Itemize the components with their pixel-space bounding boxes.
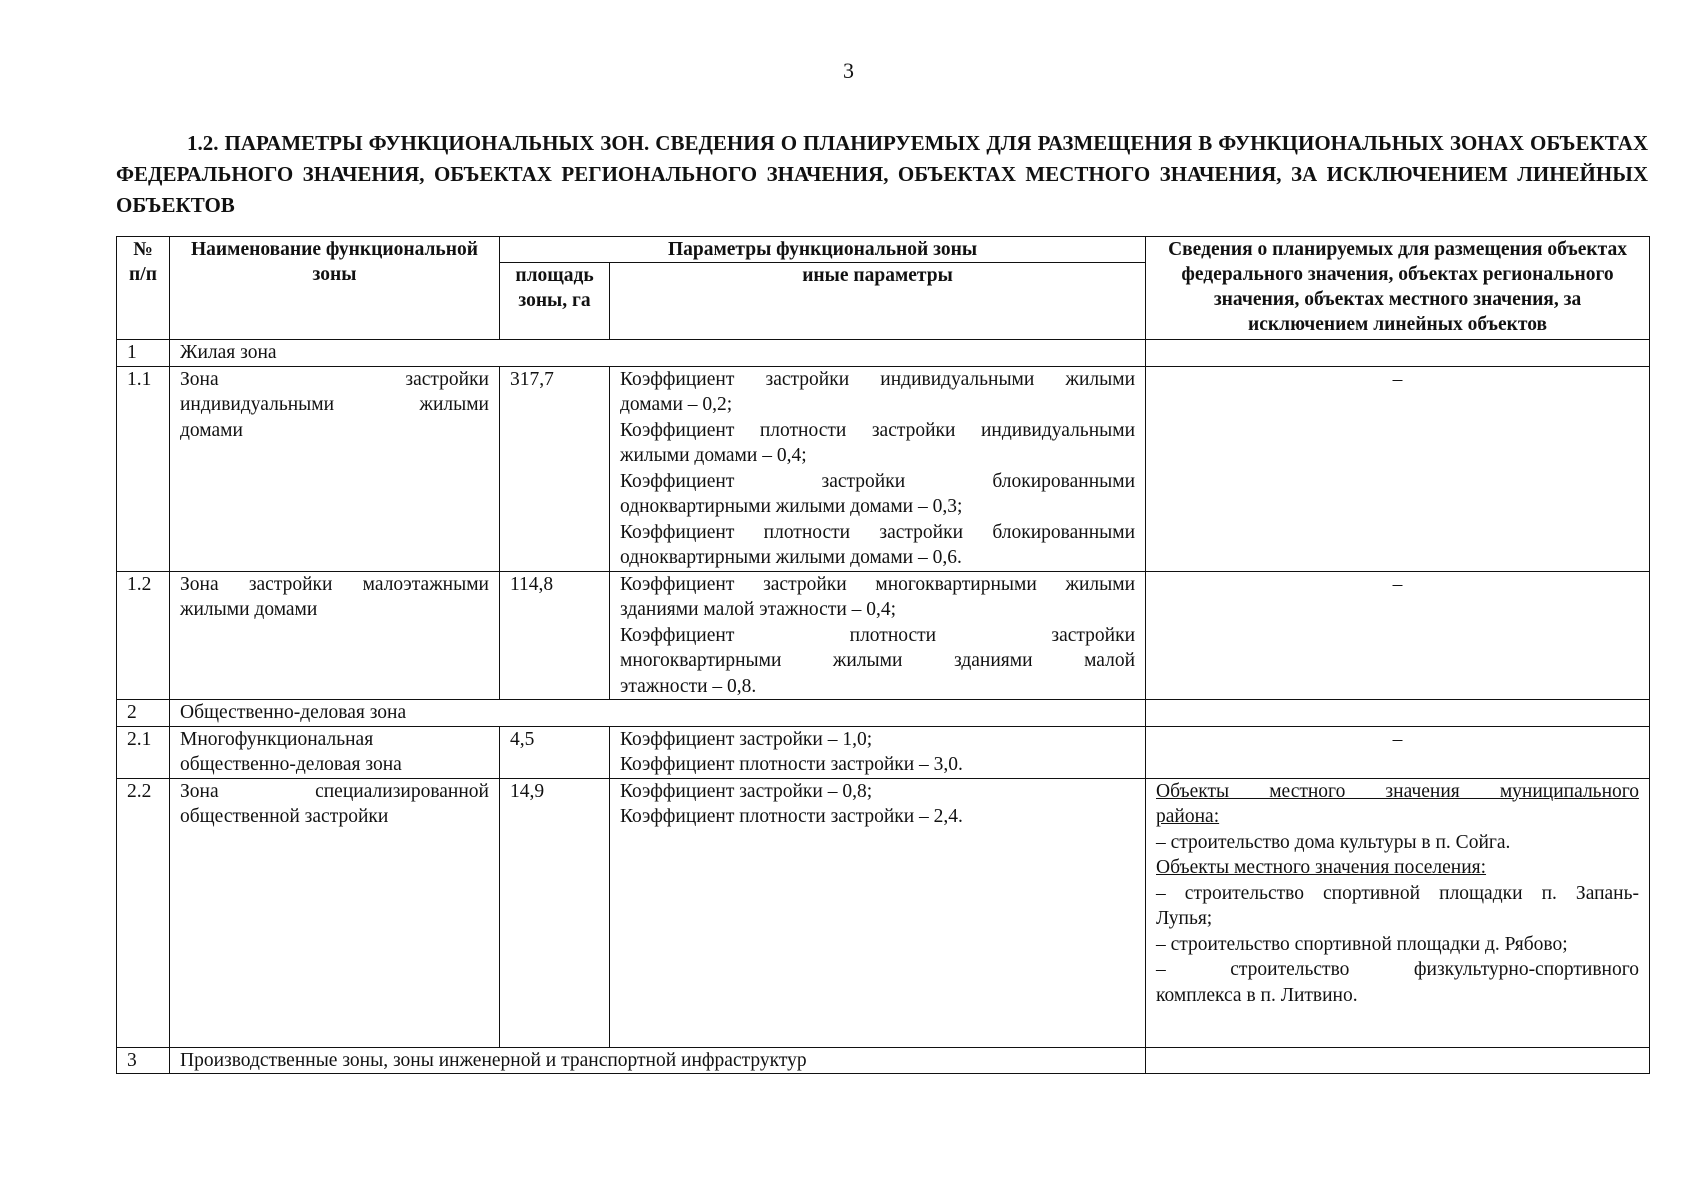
- info-heading-municipal: Объекты местного значения муниципального: [1156, 780, 1640, 802]
- param-line: этажности – 0,8.: [620, 675, 757, 697]
- info-heading-settlement: Объекты местного значения поселения:: [1156, 857, 1487, 878]
- table-row: [117, 1047, 1650, 1074]
- param-line: Коэффициент плотности застройки блокированными: [620, 521, 1136, 543]
- param-line: Коэффициент плотности застройки – 2,4.: [620, 806, 963, 827]
- table-row: [117, 700, 1650, 727]
- zone-params: [610, 778, 1146, 1047]
- info-heading-municipal: района:: [1156, 806, 1220, 827]
- info-cell: [1146, 700, 1650, 727]
- table-row: [117, 340, 1650, 367]
- zone-name: [170, 366, 500, 571]
- row-num: 2.1: [117, 726, 170, 778]
- info-dash: –: [1146, 726, 1650, 778]
- param-line: Коэффициент плотности застройки – 3,0.: [620, 754, 963, 775]
- zone-area: 114,8: [500, 571, 610, 700]
- info-dash: –: [1146, 571, 1650, 700]
- info-item: – строительство физкультурно-спортивного: [1156, 959, 1640, 980]
- table-row: [117, 778, 1650, 1047]
- param-line: многоквартирными жилыми зданиями малой: [620, 650, 1136, 671]
- row-num: 2: [117, 700, 170, 727]
- zone-group-name: Жилая зона: [170, 340, 1146, 367]
- zone-name-line: общественно-деловая зона: [180, 754, 402, 775]
- info-cell: [1146, 340, 1650, 367]
- info-item: Лупья;: [1156, 908, 1213, 929]
- param-line: Коэффициент застройки индивидуальными жилыми: [620, 368, 1136, 390]
- param-line: одноквартирными жилыми домами – 0,3;: [620, 496, 963, 517]
- planned-objects-info: [1146, 778, 1650, 1047]
- param-line: жилыми домами – 0,4;: [620, 445, 807, 466]
- info-item: – строительство спортивной площадки д. Рябово;: [1156, 933, 1568, 955]
- zone-area: 4,5: [500, 726, 610, 778]
- zone-name-line: индивидуальными жилыми: [180, 394, 489, 415]
- zone-name: [170, 726, 500, 778]
- header-name: Наименование функциональной зоны: [170, 237, 500, 340]
- param-line: Коэффициент застройки блокированными: [620, 470, 1136, 492]
- info-item: комплекса в п. Литвино.: [1156, 984, 1358, 1006]
- zone-name-line: Зона специализированной: [180, 780, 489, 802]
- info-item: – строительство спортивной площадки п. Запань-: [1156, 882, 1640, 904]
- info-cell: [1146, 1047, 1650, 1074]
- row-num: 1.1: [117, 366, 170, 571]
- param-line: Коэффициент плотности застройки: [620, 624, 1136, 646]
- section-heading: 1.2. ПАРАМЕТРЫ ФУНКЦИОНАЛЬНЫХ ЗОН. СВЕДЕНИЯ О ПЛАНИРУЕМЫХ ДЛЯ РАЗМЕЩЕНИЯ В ФУНКЦИОНАЛЬНЫХ ЗОНАХ ОБЪЕКТАХ ФЕДЕРАЛЬНОГО ЗНАЧЕНИЯ, ОБЪЕКТАХ РЕГИОНАЛЬНОГО ЗНАЧЕНИЯ, ОБЪЕКТАХ МЕСТНОГО ЗНАЧЕНИЯ, ЗА ИСКЛЮЧЕНИЕМ ЛИНЕЙНЫХ ОБЪЕКТОВ: [116, 131, 1648, 217]
- table-row: [117, 726, 1650, 778]
- info-dash: –: [1146, 366, 1650, 571]
- header-params-group: Параметры функциональной зоны: [500, 237, 1146, 263]
- zone-area: 14,9: [500, 778, 610, 1047]
- header-other-params: иные параметры: [610, 263, 1146, 340]
- param-line: Коэффициент застройки – 1,0;: [620, 728, 873, 750]
- zone-area: 317,7: [500, 366, 610, 571]
- zone-name: [170, 571, 500, 700]
- row-num: 3: [117, 1047, 170, 1074]
- page-number: 3: [843, 58, 854, 83]
- row-num: 1.2: [117, 571, 170, 700]
- zone-name-line: общественной застройки: [180, 806, 389, 827]
- table-header-row: [117, 237, 1650, 263]
- zone-name-line: Зона застройки малоэтажными: [180, 573, 489, 595]
- zone-name: [170, 778, 500, 1047]
- param-line: домами – 0,2;: [620, 394, 733, 415]
- zone-params: [610, 726, 1146, 778]
- header-area: площадь зоны, га: [500, 263, 610, 340]
- zone-group-name: Производственные зоны, зоны инженерной и транспортной инфраструктур: [170, 1047, 1146, 1074]
- param-line: Коэффициент застройки многоквартирными жилыми: [620, 573, 1136, 595]
- zones-table: [116, 236, 1650, 1074]
- zone-params: [610, 571, 1146, 700]
- zone-name-line: Многофункциональная: [180, 728, 374, 750]
- row-num: 2.2: [117, 778, 170, 1047]
- zone-params: [610, 366, 1146, 571]
- param-line: Коэффициент застройки – 0,8;: [620, 780, 873, 802]
- header-info: Сведения о планируемых для размещения объектах федерального значения, объектах регионального значения, объектах местного значения, за исключением линейных объектов: [1146, 237, 1650, 340]
- zone-group-name: Общественно-деловая зона: [170, 700, 1146, 727]
- zone-name-line: жилыми домами: [180, 599, 318, 620]
- param-line: Коэффициент плотности застройки индивидуальными: [620, 419, 1136, 441]
- zone-name-line: Зона застройки: [180, 368, 489, 390]
- param-line: одноквартирными жилыми домами – 0,6.: [620, 547, 962, 568]
- param-line: зданиями малой этажности – 0,4;: [620, 599, 897, 620]
- header-num: № п/п: [117, 237, 170, 340]
- table-row: [117, 366, 1650, 571]
- info-item: – строительство дома культуры в п. Сойга.: [1156, 831, 1511, 853]
- table-row: [117, 571, 1650, 700]
- row-num: 1: [117, 340, 170, 367]
- zone-name-line: домами: [180, 419, 243, 441]
